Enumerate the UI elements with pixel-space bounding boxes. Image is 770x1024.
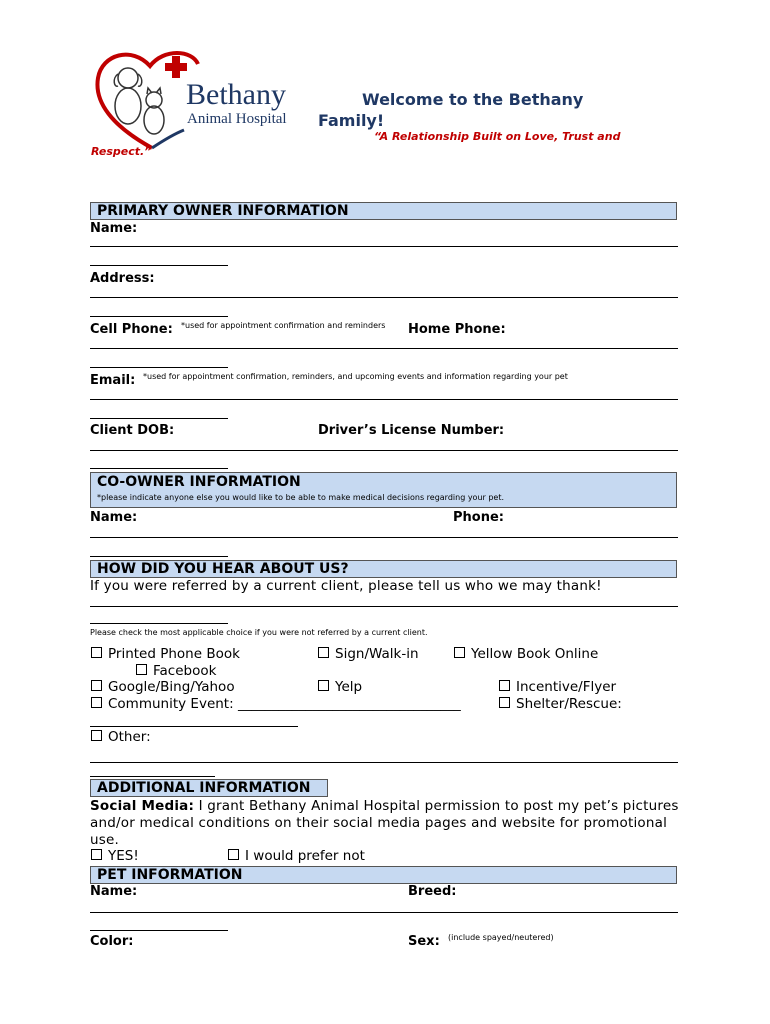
option-prefer-not[interactable] (228, 848, 365, 864)
primary-owner-header (90, 202, 677, 220)
cell-phone-note: *used for appointment confirmation and reminders (181, 321, 386, 330)
pet-header (90, 866, 677, 884)
owner-name-field[interactable] (90, 246, 678, 247)
dob-license-field[interactable] (90, 450, 678, 451)
logo-subtitle: Animal Hospital (187, 111, 287, 127)
logo-dog-icon (114, 68, 142, 124)
checkbox[interactable] (91, 647, 102, 658)
checkbox[interactable] (228, 849, 239, 860)
checkbox[interactable] (91, 849, 102, 860)
option-yes[interactable] (91, 848, 139, 864)
option-label: Printed Phone Book (108, 646, 240, 662)
option-shelter-rescue[interactable] (499, 696, 622, 712)
additional-title: ADDITIONAL INFORMATION (97, 780, 311, 796)
option-other[interactable] (91, 729, 151, 745)
welcome-title: Welcome to the Bethany (362, 90, 584, 109)
drivers-license-label: Driver’s License Number: (318, 423, 505, 438)
email-field-cont[interactable] (90, 418, 228, 419)
pet-name-label: Name: (90, 884, 138, 899)
checkbox[interactable] (91, 697, 102, 708)
option-label: Facebook (153, 663, 217, 679)
primary-owner-title: PRIMARY OWNER INFORMATION (97, 203, 349, 219)
checkbox[interactable] (318, 680, 329, 691)
co-owner-header (90, 472, 677, 508)
option-label: Google/Bing/Yahoo (108, 679, 235, 695)
referral-prompt: If you were referred by a current client, please tell us who we may thank! (90, 578, 602, 594)
option-label: Other: (108, 729, 151, 745)
social-media-line-1 (90, 798, 679, 814)
co-owner-field-cont[interactable] (90, 556, 228, 557)
tagline-end: Respect.” (91, 145, 152, 158)
additional-header (90, 779, 328, 797)
option-facebook[interactable] (136, 663, 216, 679)
shelter-rescue-field[interactable] (90, 726, 298, 727)
checkbox[interactable] (91, 680, 102, 691)
email-label: Email: (90, 373, 136, 388)
referral-header (90, 560, 677, 578)
option-label: Yelp (335, 679, 363, 695)
checkbox[interactable] (499, 697, 510, 708)
owner-address-label: Address: (90, 271, 155, 286)
checkbox[interactable] (318, 647, 329, 658)
referral-title: HOW DID YOU HEAR ABOUT US? (97, 561, 349, 577)
option-label: Yellow Book Online (471, 646, 599, 662)
dob-license-field-cont[interactable] (90, 468, 228, 469)
referral-instruction: Please check the most applicable choice if you were not referred by a current client. (90, 628, 428, 637)
checkbox[interactable] (499, 680, 510, 691)
owner-address-field[interactable] (90, 297, 678, 298)
social-media-line-2: and/or medical conditions on their social media pages and website for promotional (90, 815, 668, 831)
referral-name-field-cont[interactable] (90, 623, 228, 624)
option-printed-phone-book[interactable] (91, 646, 240, 662)
option-google[interactable] (91, 679, 235, 695)
checkbox[interactable] (136, 664, 147, 675)
co-owner-field[interactable] (90, 537, 678, 538)
bethany-logo (92, 44, 314, 156)
email-note: *used for appointment confirmation, reminders, and upcoming events and information regarding your pet (143, 372, 568, 381)
client-dob-label: Client DOB: (90, 423, 175, 438)
option-label: YES! (108, 848, 139, 864)
social-media-label: Social Media: (90, 798, 195, 814)
other-field[interactable] (90, 762, 678, 763)
co-owner-title: CO-OWNER INFORMATION (97, 474, 301, 490)
phone-field-cont[interactable] (90, 367, 228, 368)
owner-name-field-cont[interactable] (90, 265, 228, 266)
pet-sex-label: Sex: (408, 934, 440, 949)
owner-address-field-cont[interactable] (90, 316, 228, 317)
email-field[interactable] (90, 399, 678, 400)
pet-breed-label: Breed: (408, 884, 457, 899)
checkbox[interactable] (454, 647, 465, 658)
checkbox[interactable] (91, 730, 102, 741)
referral-name-field[interactable] (90, 606, 678, 607)
pet-sex-note: (include spayed/neutered) (448, 933, 554, 942)
pet-name-field[interactable] (90, 912, 678, 913)
option-label: Community Event: _________________________________ (108, 696, 461, 712)
logo-cat-icon (144, 88, 164, 134)
pet-name-field-cont[interactable] (90, 930, 228, 931)
option-label: Incentive/Flyer (516, 679, 617, 695)
co-owner-note: *please indicate anyone else you would like to be able to make medical decisions regarding your pet. (97, 493, 505, 502)
co-owner-phone-label: Phone: (453, 510, 504, 525)
other-field-cont[interactable] (90, 776, 215, 777)
option-yellow-book-online[interactable] (454, 646, 598, 662)
pet-title: PET INFORMATION (97, 867, 243, 883)
tagline: “A Relationship Built on Love, Trust and (374, 130, 621, 143)
phone-field[interactable] (90, 348, 678, 349)
option-sign-walk-in[interactable] (318, 646, 419, 662)
owner-name-label: Name: (90, 221, 138, 236)
co-owner-name-label: Name: (90, 510, 138, 525)
social-media-line-3: use. (90, 832, 119, 848)
home-phone-label: Home Phone: (408, 322, 506, 337)
option-label: I would prefer not (245, 848, 365, 864)
option-incentive-flyer[interactable] (499, 679, 616, 695)
option-label: Sign/Walk-in (335, 646, 419, 662)
option-label: Shelter/Rescue: (516, 696, 622, 712)
cell-phone-label: Cell Phone: (90, 322, 173, 337)
pet-color-label: Color: (90, 934, 134, 949)
option-yelp[interactable] (318, 679, 362, 695)
welcome-title-family: Family! (318, 111, 385, 130)
option-community-event[interactable] (91, 696, 461, 712)
logo-name: Bethany (186, 78, 286, 111)
social-media-text: I grant Bethany Animal Hospital permission to post my pet’s pictures (198, 798, 679, 814)
